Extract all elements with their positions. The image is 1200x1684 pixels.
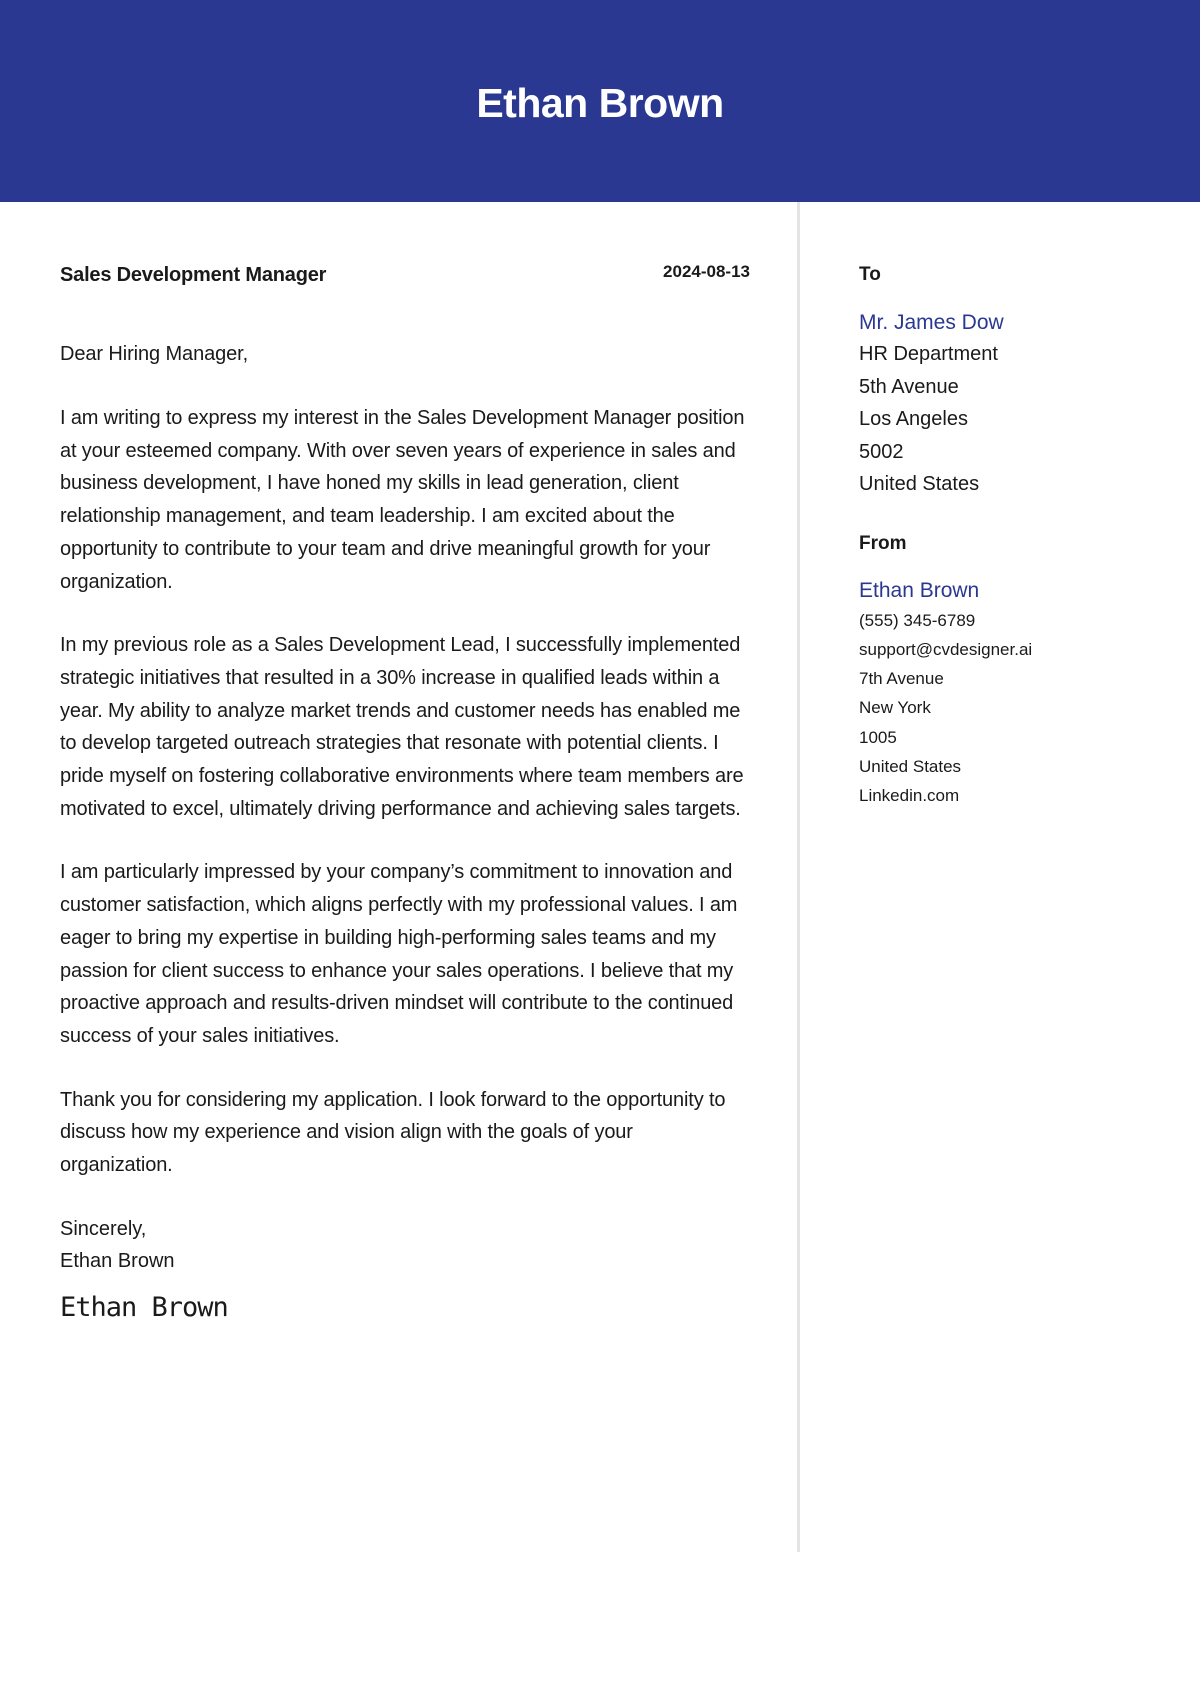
- signature: Ethan Brown: [60, 1291, 228, 1323]
- sender-phone[interactable]: (555) 345-6789: [859, 610, 976, 630]
- sender-website[interactable]: Linkedin.com: [859, 786, 960, 806]
- address-sidebar: [859, 262, 1159, 811]
- paragraph-3: I am particularly impressed by your company’s commitment to innovation and customer satisfaction, which aligns perfectly with my professional values. I am eager to bring my expertise in building high-performing sales teams and my passion for client success to enhance your sales operations. I believe that my proactive approach and results-driven mindset will contribute to the continued success of your sales initiatives.: [60, 861, 738, 1047]
- recipient-street: 5th Avenue: [859, 375, 959, 398]
- sender-zip: 1005: [859, 727, 897, 747]
- column-divider: [797, 202, 800, 1552]
- to-heading: To: [859, 264, 881, 285]
- sender-country: United States: [859, 756, 962, 776]
- closing-phrase: Sincerely,: [60, 1217, 147, 1240]
- title-row: [60, 262, 750, 294]
- recipient-country: United States: [859, 473, 980, 495]
- sender-street: 7th Avenue: [859, 669, 944, 689]
- letter-body: [60, 262, 750, 1326]
- header-banner: [0, 0, 1200, 202]
- paragraph-2: In my previous role as a Sales Development Lead, I successfully implemented strategic initiatives that resulted in a 30% increase in qualified leads within a year. My ability to analyze market trends and customer needs has enabled me to develop targeted outreach strategies that resonate with potential clients. I pride myself on fostering collaborative environments where team members are motivated to excel, ultimately driving performance and achieving sales targets.: [60, 634, 744, 820]
- header-name: Ethan Brown: [476, 80, 724, 126]
- recipient-zip: 5002: [859, 440, 904, 463]
- paragraph-1: I am writing to express my interest in the Sales Development Manager position at your esteemed company. With over seven years of experience in sales and business development, I have honed my skills in lead generation, client relationship management, and team leadership. I am excited about the opportunity to contribute to your team and drive meaningful growth for your organization.: [60, 407, 745, 593]
- recipient-name: Mr. James Dow: [859, 311, 1004, 334]
- recipient-city: Los Angeles: [859, 408, 968, 430]
- sender-name: Ethan Brown: [859, 578, 980, 602]
- paragraph-4: Thank you for considering my application. I look forward to the opportunity to discuss how my experience and vision align with the goals of your organization.: [60, 1088, 726, 1177]
- job-title: Sales Development Manager: [60, 264, 327, 286]
- sender-email[interactable]: support@cvdesigner.ai: [859, 639, 1033, 659]
- letter-date: 2024-08-13: [663, 262, 750, 281]
- greeting: Dear Hiring Manager,: [60, 343, 249, 365]
- recipient-department: HR Department: [859, 343, 998, 365]
- closing-name: Ethan Brown: [60, 1250, 175, 1273]
- sender-city: New York: [859, 698, 931, 718]
- from-heading: From: [859, 532, 907, 554]
- closing: [60, 1213, 750, 1278]
